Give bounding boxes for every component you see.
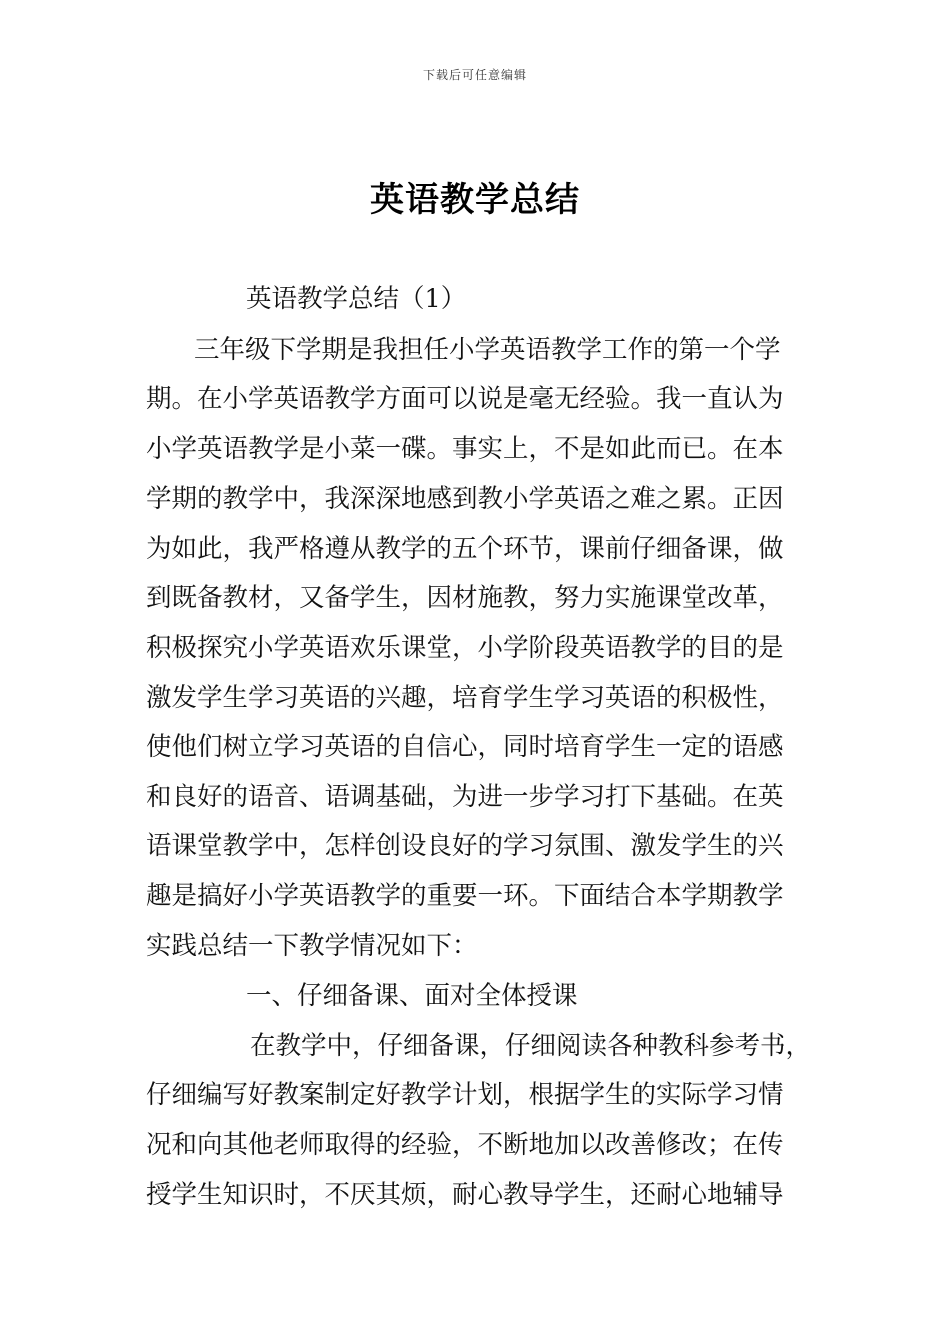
section-heading: 英语教学总结（1） [246,284,467,314]
paragraph-line: 期。在小学英语教学方面可以说是毫无经验。我一直认为 [146,384,784,414]
paragraph-line: 趣是搞好小学英语教学的重要一环。下面结合本学期教学 [146,881,784,911]
header-note: 下载后可任意编辑 [422,68,527,82]
paragraph-line: 和良好的语音、语调基础，为进一步学习打下基础。在英 [146,782,784,812]
paragraph-line: 到既备教材，又备学生，因材施教，努力实施课堂改革， [146,583,784,613]
paragraph-line: 三年级下学期是我担任小学英语教学工作的第一个学 [194,335,781,365]
paragraph-line: 况和向其他老师取得的经验，不断地加以改善修改；在传 [146,1130,784,1160]
paragraph-line: 激发学生学习英语的兴趣，培育学生学习英语的积极性， [146,683,784,713]
document-title: 英语教学总结 [370,180,580,220]
paragraph-line: 为如此，我严格遵从教学的五个环节，课前仔细备课，做 [146,534,784,564]
paragraph-line: 在教学中，仔细备课，仔细阅读各种教科参考书， [250,1031,812,1061]
paragraph-line: 授学生知识时，不厌其烦，耐心教导学生，还耐心地辅导 [146,1180,784,1210]
paragraph-line: 实践总结一下教学情况如下： [146,931,478,961]
paragraph-line: 积极探究小学英语欢乐课堂，小学阶段英语教学的目的是 [146,633,784,663]
paragraph-line: 学期的教学中，我深深地感到教小学英语之难之累。正因 [146,484,784,514]
paragraph-line: 使他们树立学习英语的自信心，同时培育学生一定的语感 [146,732,784,762]
paragraph-line: 小学英语教学是小菜一碟。事实上，不是如此而已。在本 [146,434,784,464]
section-heading: 一、仔细备课、面对全体授课 [246,981,578,1011]
paragraph-line: 仔细编写好教案制定好教学计划，根据学生的实际学习情 [146,1080,784,1110]
paragraph-line: 语课堂教学中，怎样创设良好的学习氛围、激发学生的兴 [146,831,784,861]
